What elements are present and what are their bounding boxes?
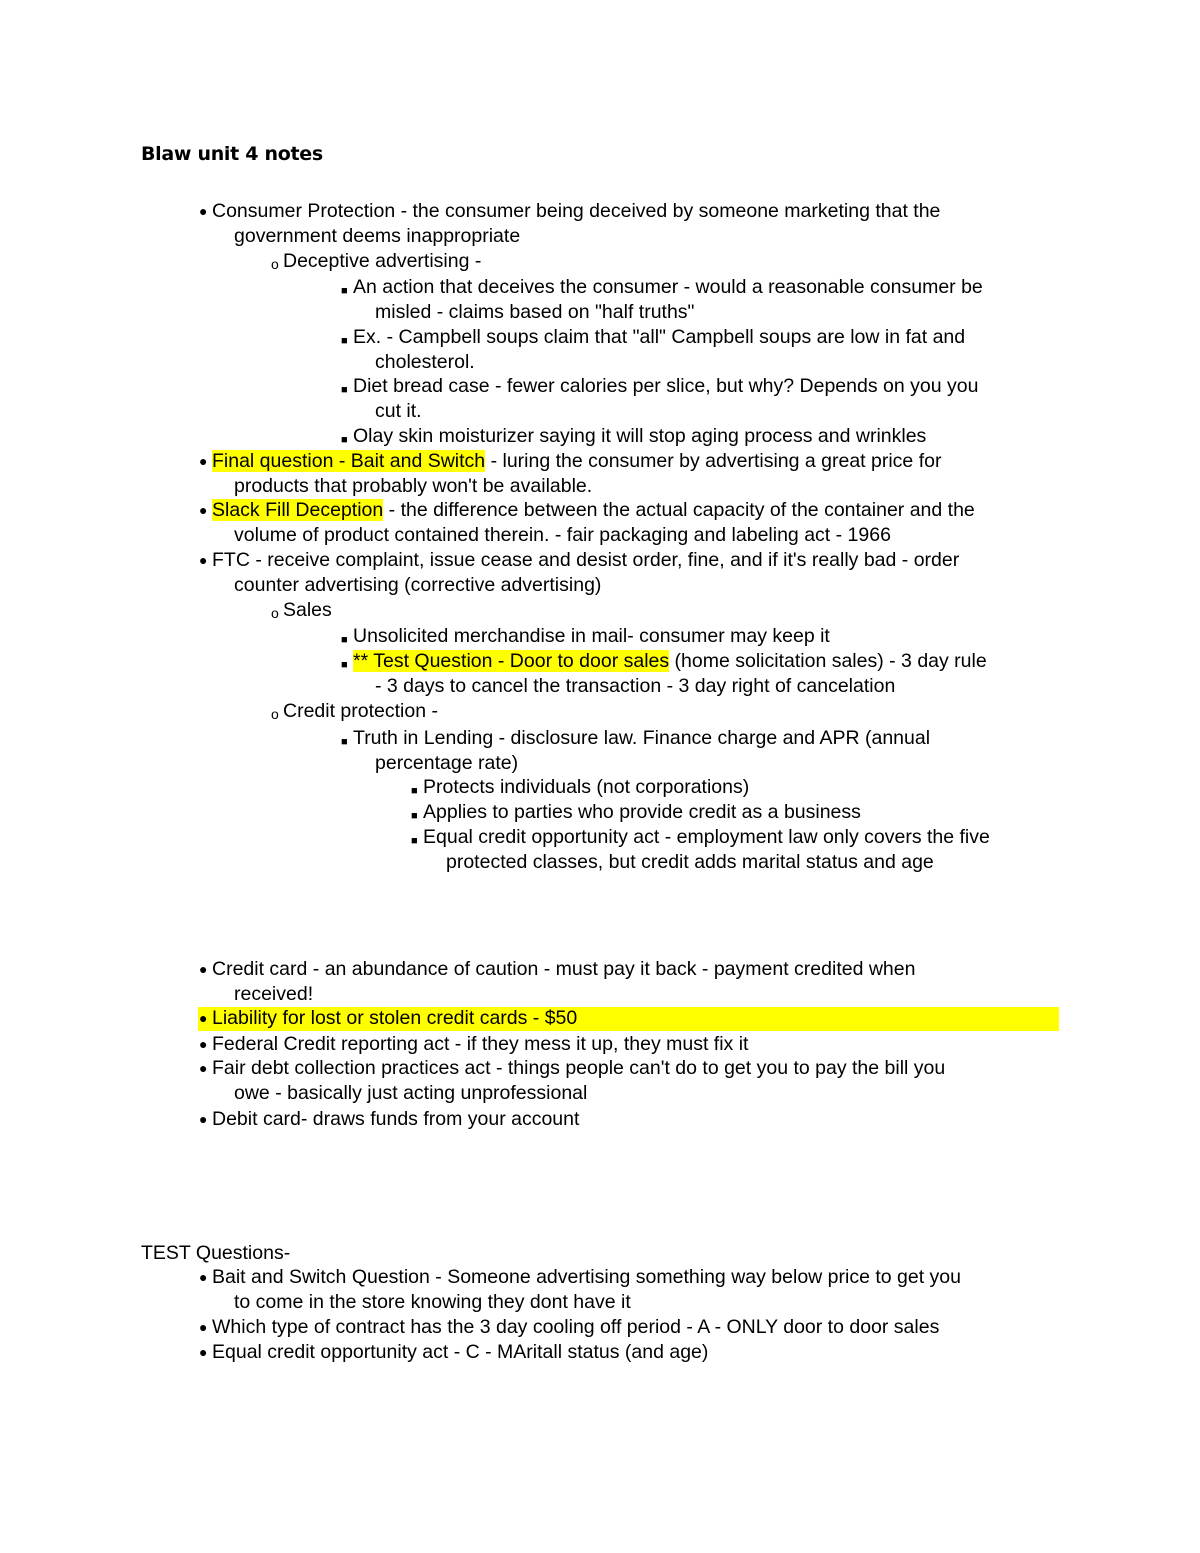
square-bullet-icon: ■ — [341, 434, 348, 446]
square-bullet-icon: ■ — [411, 810, 418, 822]
square-bullet-icon: ■ — [341, 736, 348, 748]
bullet-icon: ● — [199, 1010, 208, 1026]
square-bullet-icon: ■ — [341, 335, 348, 347]
bullet-icon: ● — [199, 1060, 208, 1076]
square-bullet-icon: ■ — [341, 659, 348, 671]
bullet-icon: ● — [199, 1111, 208, 1127]
document-title: Blaw unit 4 notes — [141, 143, 323, 165]
bullet-icon: ● — [199, 1036, 208, 1052]
square-bullet-icon: ■ — [411, 785, 418, 797]
bullet-icon: ● — [199, 1319, 208, 1335]
bullet-icon: ● — [199, 1344, 208, 1360]
bullet-icon: ● — [199, 961, 208, 977]
bullet-icon: ● — [199, 502, 208, 518]
bullet-icon: ● — [199, 453, 208, 469]
highlight: ** Test Question - Door to door sales — [353, 650, 670, 672]
square-bullet-icon: ■ — [341, 384, 348, 396]
circle-bullet-icon: o — [271, 706, 279, 722]
bullet-icon: ● — [199, 203, 208, 219]
square-bullet-icon: ■ — [341, 285, 348, 297]
bullet-icon: ● — [199, 1269, 208, 1285]
square-bullet-icon: ■ — [411, 835, 418, 847]
highlight: Slack Fill Deception — [212, 499, 384, 521]
circle-bullet-icon: o — [271, 605, 279, 621]
document-page: Blaw unit 4 notes ● Consumer Protection - the consumer being deceived by someone marketing that the government deems inappropriate o Deceptive advertising - ■ An action that deceives the consumer - would a reasonable consumer be misled - claims based on "half truths" ■ Ex. - Campbell soups claim that "all" Campbell soups are low in fat and cholesterol. ■ Diet bread case - fewer calories per slice, but why? Depends on you you cut it. ■ Olay skin moisturizer saying it will stop aging process and wrinkles ● Final question - Bait and Switch - luring the consumer by advertising a great price for products that probably won't be available. ● Slack Fill Deception - the difference between the actual capacity of the container and the volume of product contained therein. - fair packaging and labeling act - 1966 ● FTC - receive complaint, issue cease and desist order, fine, and if it's really bad - order counter advertising (corrective advertising) o Sales ■ Unsolicited merchandise in mail- consumer may keep it ■ ** Test Question - Door to door sales (home solicitation sales) - 3 day rule - 3 days to cancel the transaction - 3 day right of cancelation o Credit protection - ■ Truth in Lending - disclosure law. Finance charge and APR (annual percentage rate) ■ Protects individuals (not corporations) ■ Applies to parties who provide credit as a business ■ Equal credit opportunity act - employment law only covers the five protected classes, but credit adds marital status and age ● Credit card - an abundance of caution - must pay it back - payment credited when received! ● Liability for lost or stolen credit cards - $50 ● Federal Credit reporting act - if they mess it up, they must fix it ● Fair debt collection practices act - things people can't do to get you to pay the bill you owe - basically just acting unprofessional ● Debit card- draws funds from your account TEST Questions- ● Bait and Switch Question - Someone advertising something way below price to get you to come in the store knowing they dont have it ● Which type of contract has the 3 day cooling off period - A - ONLY door to door sales ● Equal credit opportunity act - C - MAritall status (and age) — [0, 0, 1200, 1553]
square-bullet-icon: ■ — [341, 634, 348, 646]
bullet-icon: ● — [199, 552, 208, 568]
highlight: Final question - Bait and Switch — [212, 450, 486, 472]
circle-bullet-icon: o — [271, 256, 279, 272]
